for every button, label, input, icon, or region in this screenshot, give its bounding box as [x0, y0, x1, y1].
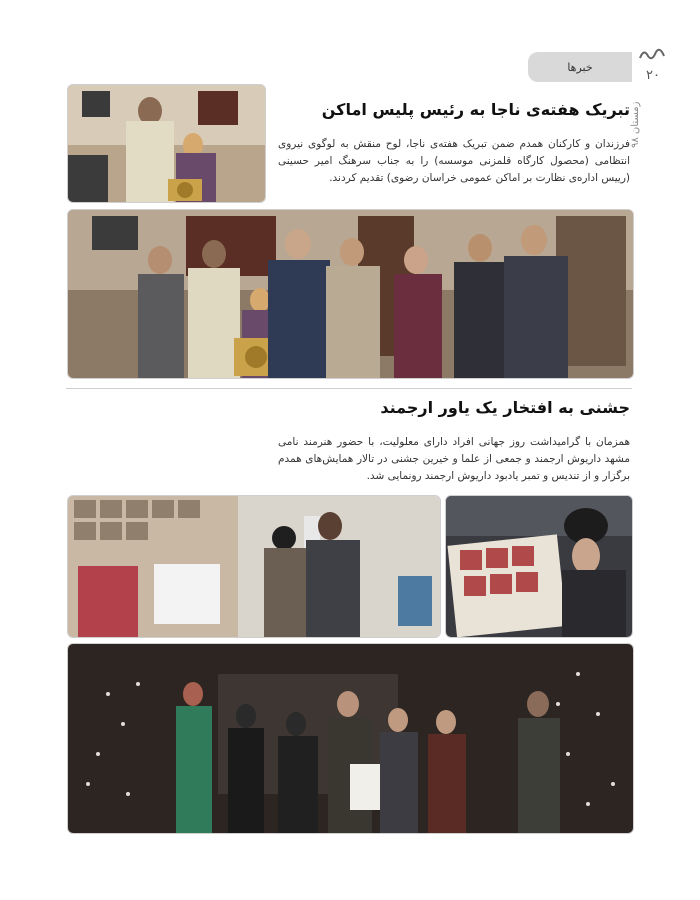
photo-police-group	[67, 209, 634, 379]
photo-police-plaque-small	[67, 84, 266, 203]
photo-stage-celebration	[67, 643, 634, 834]
page-number: ۲۰	[646, 68, 660, 83]
section-divider	[66, 388, 632, 389]
article1-title: تبریک هفته‌ی ناجا به رئیس پلیس اماکن	[321, 100, 630, 119]
photo-clerics-visit	[67, 495, 441, 638]
section-label: خبرها	[567, 60, 593, 74]
article2-body: همزمان با گرامیداشت روز جهانی افراد دارای معلولیت، با حضور هنرمند نامی مشهد داریوش ارجمند و جمعی از علما و خیرین جشنی در تالار همایش‌های همدم برگزار و از تندیس و تمبر یادبود داریوش ارجمند رونمایی شد.	[278, 436, 630, 482]
issue-label: زمستان ۹۸	[630, 101, 641, 149]
photo-stamp-unveiling	[445, 495, 633, 638]
article1-body: فرزندان و کارکنان همدم ضمن تبریک هفته‌ی ناجا، لوح منقش به لوگوی نیروی انتظامی (محصول کارگاه قلمزنی موسسه) را به جناب سرهنگ امیر حسینی (رییس اداره‌ی نظارت بر اماکن عمومی خراسان رضوی) تقدیم کردند.	[278, 138, 630, 184]
article2-title: جشنی به افتخار یک یاور ارجمند	[380, 398, 630, 417]
hamdam-logo-icon	[638, 46, 666, 64]
section-tab	[528, 52, 632, 82]
